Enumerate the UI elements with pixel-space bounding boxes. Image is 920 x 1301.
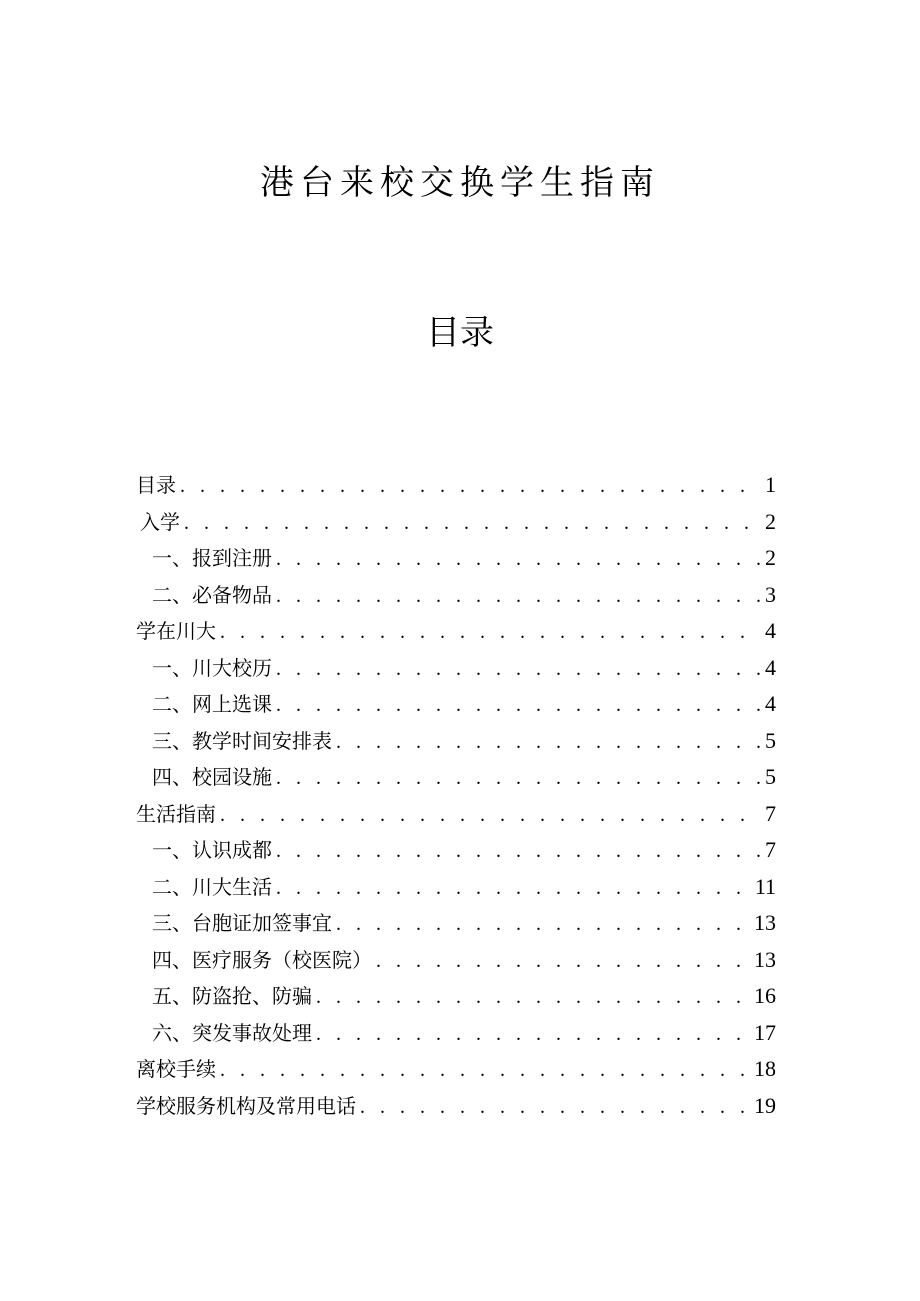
toc-entry-label: 二、网上选课 bbox=[152, 692, 272, 716]
toc-entry-page: 16 bbox=[754, 983, 776, 1008]
toc-entry-medical[interactable] bbox=[136, 942, 776, 979]
toc-dot-leader bbox=[360, 1089, 750, 1125]
toc-entry-label: 四、医疗服务（校医院） bbox=[152, 947, 372, 972]
toc-entry-label: 四、校园设施 bbox=[152, 765, 272, 789]
toc-entry-label: 一、认识成都 bbox=[152, 838, 272, 862]
toc-entry-page: 19 bbox=[754, 1092, 776, 1118]
toc-entry-label: 生活指南 bbox=[136, 801, 216, 826]
toc-dot-leader bbox=[336, 906, 750, 942]
toc-entry-label: 五、防盗抢、防骗 bbox=[152, 984, 312, 1008]
toc-entry-contents[interactable] bbox=[136, 467, 776, 504]
toc-entry-permit[interactable] bbox=[136, 905, 776, 942]
document-title: 港台来校交换学生指南 bbox=[260, 163, 660, 203]
toc-entry-page: 13 bbox=[754, 910, 776, 935]
toc-dot-leader bbox=[220, 614, 761, 650]
toc-entry-page: 7 bbox=[765, 800, 776, 826]
toc-entry-essentials[interactable] bbox=[136, 577, 776, 614]
toc-dot-leader bbox=[276, 578, 761, 614]
toc-dot-leader bbox=[336, 724, 761, 760]
toc-entry-course-selection[interactable] bbox=[136, 686, 776, 723]
toc-dot-leader bbox=[220, 1052, 750, 1088]
toc-entry-page: 4 bbox=[765, 691, 776, 716]
toc-entry-label: 目录 bbox=[136, 473, 176, 497]
toc-entry-page: 18 bbox=[754, 1056, 776, 1081]
toc-entry-label: 二、川大生活 bbox=[152, 874, 272, 899]
toc-entry-label: 离校手续 bbox=[136, 1057, 216, 1081]
toc-entry-chengdu[interactable] bbox=[136, 832, 776, 869]
toc-entry-page: 3 bbox=[765, 581, 776, 607]
toc-entry-label: 一、报到注册 bbox=[152, 546, 272, 570]
toc-entry-schedule[interactable] bbox=[136, 723, 776, 760]
toc-entry-page: 5 bbox=[765, 764, 776, 789]
toc-entry-label: 三、台胞证加签事宜 bbox=[152, 911, 332, 935]
toc-entry-page: 17 bbox=[754, 1019, 776, 1045]
toc-dot-leader bbox=[180, 468, 761, 504]
toc-entry-registration[interactable] bbox=[136, 540, 776, 577]
toc-dot-leader bbox=[184, 505, 761, 541]
toc-entry-living-guide[interactable] bbox=[136, 796, 776, 833]
toc-dot-leader bbox=[276, 651, 761, 687]
toc-entry-label: 入学 bbox=[140, 509, 180, 534]
toc-entry-label: 学校服务机构及常用电话 bbox=[136, 1093, 356, 1118]
toc-entry-campus-life[interactable] bbox=[136, 869, 776, 906]
toc-entry-emergency[interactable] bbox=[136, 1015, 776, 1052]
toc-dot-leader bbox=[276, 760, 761, 796]
toc-entry-label: 六、突发事故处理 bbox=[152, 1020, 312, 1045]
toc-entry-departure[interactable] bbox=[136, 1051, 776, 1088]
toc-entry-calendar[interactable] bbox=[136, 650, 776, 687]
toc-dot-leader bbox=[276, 687, 761, 723]
toc-entry-label: 三、教学时间安排表 bbox=[152, 728, 332, 753]
toc-entry-page: 4 bbox=[765, 618, 776, 643]
toc-entry-page: 13 bbox=[754, 946, 776, 972]
toc-dot-leader bbox=[276, 541, 761, 577]
toc-heading: 目录 bbox=[426, 313, 494, 353]
toc-dot-leader bbox=[220, 797, 761, 833]
toc-entry-page: 1 bbox=[765, 472, 776, 497]
toc-entry-safety[interactable] bbox=[136, 978, 776, 1015]
toc-entry-label: 二、必备物品 bbox=[152, 582, 272, 607]
toc-dot-leader bbox=[276, 833, 761, 869]
toc-dot-leader bbox=[316, 979, 750, 1015]
toc-entry-page: 2 bbox=[765, 508, 776, 534]
toc-entry-page: 5 bbox=[765, 727, 776, 753]
toc-entry-label: 一、川大校历 bbox=[152, 655, 272, 680]
toc-entry-services[interactable] bbox=[136, 1088, 776, 1125]
toc-entry-page: 4 bbox=[765, 654, 776, 680]
toc-entry-enrollment[interactable] bbox=[136, 504, 776, 541]
toc-entry-page: 7 bbox=[765, 837, 776, 862]
toc-dot-leader bbox=[276, 870, 751, 906]
toc-entry-page: 2 bbox=[765, 545, 776, 570]
toc-entry-study[interactable] bbox=[136, 613, 776, 650]
table-of-contents bbox=[136, 467, 776, 1124]
toc-dot-leader bbox=[376, 943, 750, 979]
toc-entry-page: 11 bbox=[754, 873, 776, 899]
toc-entry-label: 学在川大 bbox=[136, 619, 216, 643]
toc-dot-leader bbox=[316, 1016, 750, 1052]
toc-entry-facilities[interactable] bbox=[136, 759, 776, 796]
